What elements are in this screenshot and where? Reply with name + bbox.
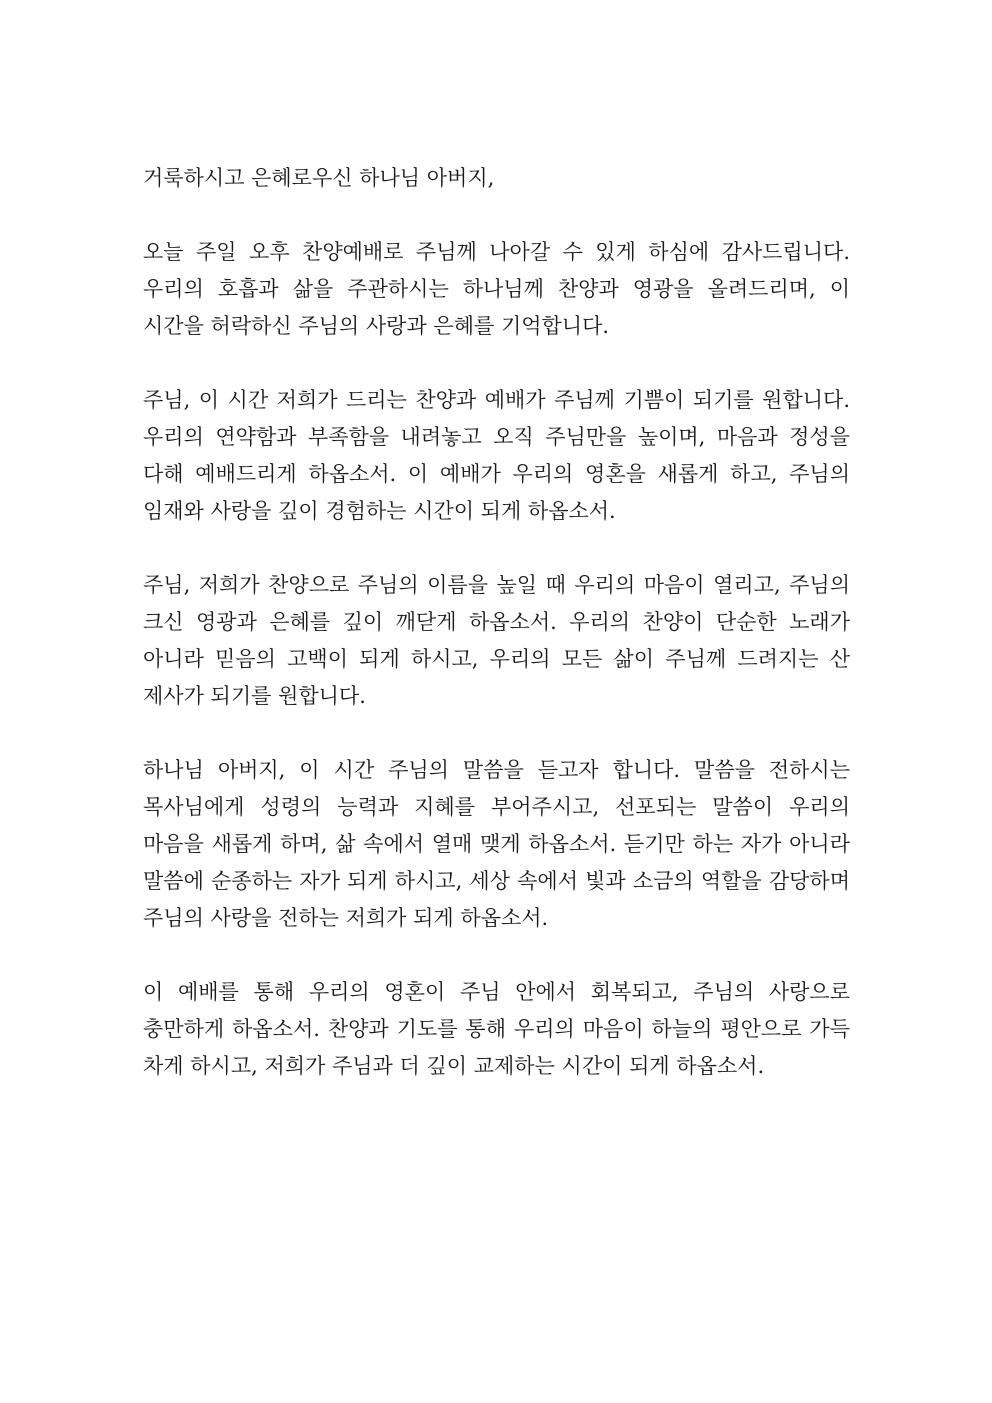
paragraph-4: 하나님 아버지, 이 시간 주님의 말씀을 듣고자 합니다. 말씀을 전하시는 목사님에게 성령의 능력과 지혜를 부어주시고, 선포되는 말씀이 우리의 마음을 새롭게 하며, 삶 속에서 열매 맺게 하옵소서. 듣기만 하는 자가 아니라 말씀에 순종하는 자가 되게 하시고, 세상 속에서 빛과 소금의 역할을 감당하며 주님의 사랑을 전하는 저희가 되게 하옵소서. bbox=[143, 758, 850, 930]
salutation: 거룩하시고 은혜로우신 하나님 아버지, bbox=[143, 166, 495, 190]
paragraph-5: 이 예배를 통해 우리의 영혼이 주님 안에서 회복되고, 주님의 사랑으로 충만하게 하옵소서. 찬양과 기도를 통해 우리의 마음이 하늘의 평안으로 가득 차게 하시고, 저희가 주님과 더 깊이 교제하는 시간이 되게 하옵소서. bbox=[143, 980, 850, 1078]
paragraph-3: 주님, 저희가 찬양으로 주님의 이름을 높일 때 우리의 마음이 열리고, 주님의 크신 영광과 은혜를 깊이 깨닫게 하옵소서. 우리의 찬양이 단순한 노래가 아니라 믿음의 고백이 되게 하시고, 우리의 모든 삶이 주님께 드려지는 산 제사가 되기를 원합니다. bbox=[143, 573, 850, 708]
paragraph-1: 오늘 주일 오후 찬양예배로 주님께 나아갈 수 있게 하심에 감사드립니다. 우리의 호흡과 삶을 주관하시는 하나님께 찬양과 영광을 올려드리며, 이 시간을 허락하신 주님의 사랑과 은혜를 기억합니다. bbox=[143, 240, 850, 338]
prayer-text bbox=[143, 160, 850, 1085]
paragraph-2: 주님, 이 시간 저희가 드리는 찬양과 예배가 주님께 기쁨이 되기를 원합니다. 우리의 연약함과 부족함을 내려놓고 오직 주님만을 높이며, 마음과 정성을 다해 예배드리게 하옵소서. 이 예배가 우리의 영혼을 새롭게 하고, 주님의 임재와 사랑을 깊이 경험하는 시간이 되게 하옵소서. bbox=[143, 388, 850, 523]
